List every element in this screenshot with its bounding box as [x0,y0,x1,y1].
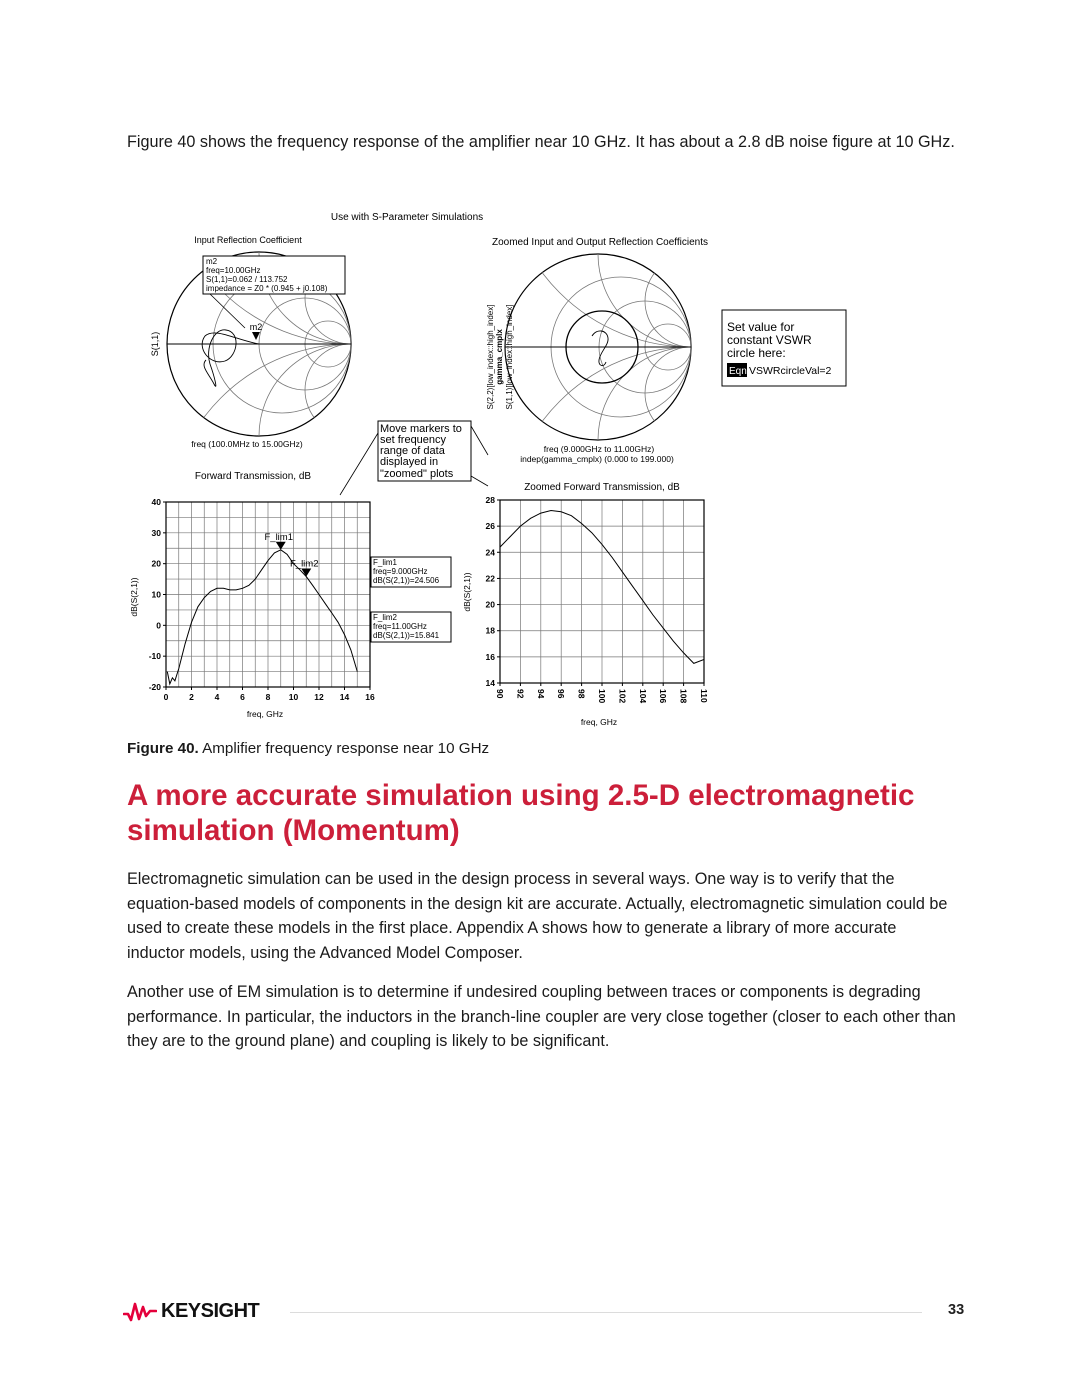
svg-text:range of data: range of data [380,445,445,457]
x-tick-label: 14 [339,692,350,702]
svg-text:Move markers to: Move markers to [380,423,462,435]
smith-right-ylabel-2: gamma_cmplx [495,329,504,385]
keysight-wave-icon [123,1300,157,1322]
smith-chart-left [167,0,535,712]
svg-text:VSWRcircleVal=2: VSWRcircleVal=2 [749,365,832,377]
body-paragraph-2: Another use of EM simulation is to determine if undesired coupling between traces or components is degrading performance. In particular, the inductors in the branch-line coupler are very close together (closer to each other than they are to the ground plane) and coupling is likely to be significant. [127,983,956,1050]
svg-text:freq=10.00GHz: freq=10.00GHz [206,266,261,275]
svg-text:m2: m2 [206,257,218,266]
svg-text:Eqn: Eqn [729,366,747,377]
marker-label: F_lim1 [264,531,294,543]
figure-caption [127,740,489,757]
intro-paragraph: Figure 40 shows the frequency response of the amplifier near 10 GHz. It has about a 2.8 dB noise figure at 10 GHz. [127,133,955,151]
x-tick-label: 102 [617,689,628,704]
marker-lim2-readout [371,612,451,642]
svg-text:set frequency: set frequency [380,434,447,446]
y-tick-label: 28 [485,495,495,505]
y-tick-label: 22 [485,573,495,584]
y-tick-label: 40 [151,497,161,507]
svg-text:F_lim1: F_lim1 [373,558,398,567]
figure-caption-text: Amplifier frequency response near 10 GHz [198,740,490,757]
chart1-title: Forward Transmission, dB [194,471,312,482]
y-tick-label: 20 [485,599,495,610]
svg-text:Set value for: Set value for [727,320,795,334]
x-tick-label: 16 [365,692,375,702]
series-line [167,550,357,684]
smith-left-title: Input Reflection Coefficient [194,235,302,245]
svg-text:dB(S(2,1))=15.841: dB(S(2,1))=15.841 [373,631,440,640]
y-tick-label: 14 [485,678,495,688]
keysight-wordmark: KEYSIGHT [161,1299,260,1322]
y-tick-label: -10 [148,651,161,662]
x-tick-label: 4 [214,692,220,702]
svg-text:constant VSWR: constant VSWR [727,333,812,347]
footer-divider [290,1312,922,1313]
x-tick-label: 104 [637,689,648,704]
smith-right-freq-range: freq (9.000GHz to 11.00GHz) [543,444,655,454]
x-tick-label: 100 [597,689,607,704]
figure-caption-label: Figure 40. [127,740,199,757]
chart-forward-transmission [149,497,375,702]
section-heading: A more accurate simulation using 2.5-D electromagnetic simulation (Momentum) [127,779,915,847]
chart-grid [166,502,370,687]
svg-text:impedance = Z0 * (0.945 + j0.1: impedance = Z0 * (0.945 + j0.108) [206,284,328,293]
y-tick-label: 18 [485,625,495,636]
x-tick-label: 0 [163,692,169,702]
x-tick-label: 98 [576,689,587,699]
vswr-note [722,310,846,386]
smith-right-ylabel-1: S(2,2)[low_index::high_index] [486,304,495,410]
smith-right-indep-range: indep(gamma_cmplx) (0.000 to 199.000) [520,454,674,464]
y-tick-label: 10 [151,589,161,600]
svg-text:dB(S(2,1))=24.506: dB(S(2,1))=24.506 [373,576,440,585]
smith-left-freq-range: freq (100.0MHz to 15.00GHz) [191,439,303,449]
y-tick-label: 30 [151,527,161,538]
figure-top-title: Use with S-Parameter Simulations [330,212,484,223]
y-tick-label: -20 [148,682,161,692]
svg-text:"zoomed" plots: "zoomed" plots [380,468,454,480]
body-paragraph-1: Electromagnetic simulation can be used in the design process in several ways. One way is to verify that the equation-based models of components in the design kit are accurate. Actually, electromagnetic simulation could be used to create these models in the first place. Appendix A shows how to generate a library of more accurate inductor models, using the Advanced Model Composer. [127,870,948,962]
smith-right-title: Zoomed Input and Output Reflection Coefficients [491,237,709,248]
x-tick-label: 108 [678,689,689,704]
chart1-xlabel: freq, GHz [246,709,284,719]
x-tick-label: 96 [556,689,567,699]
marker-label: F_lim2 [289,558,319,570]
svg-text:freq=9.000GHz: freq=9.000GHz [373,567,428,576]
marker-lim1-readout [371,557,451,587]
svg-text:S(1,1)=0.062 / 113.752: S(1,1)=0.062 / 113.752 [206,275,288,284]
smith-right-ylabel-3: S(1,1)[low_index::high_index] [505,304,514,410]
chart-zoomed-forward-transmission [486,495,709,703]
x-tick-label: 10 [288,692,299,702]
y-tick-label: 26 [485,521,495,532]
svg-text:F_lim2: F_lim2 [373,613,398,622]
x-tick-label: 106 [658,689,669,704]
smith-left-readout [203,256,345,328]
keysight-logo [123,1298,259,1324]
smith-left-ylabel: S(1,1) [150,331,160,357]
smith-left-marker-label: m2 [249,322,263,332]
y-tick-label: 24 [485,547,495,558]
chart2-ylabel: dB(S(2,1)) [462,572,472,612]
svg-text:freq=11.00GHz: freq=11.00GHz [373,622,427,631]
svg-text:displayed in: displayed in [380,456,439,468]
x-tick-label: 2 [189,692,194,702]
svg-text:circle here:: circle here: [727,346,786,360]
x-tick-label: 110 [699,689,709,703]
x-tick-label: 94 [535,689,546,699]
chart1-ylabel: dB(S(2,1)) [129,577,139,617]
page-number: 33 [948,1302,965,1318]
x-tick-label: 6 [240,692,245,702]
y-tick-label: 20 [151,558,161,569]
move-markers-note [340,421,488,495]
chart-grid [500,500,704,683]
chart2-title: Zoomed Forward Transmission, dB [524,482,680,493]
x-tick-label: 90 [495,689,505,699]
chart2-xlabel: freq, GHz [580,717,618,727]
x-tick-label: 92 [515,689,526,699]
x-tick-label: 8 [265,692,271,702]
x-tick-label: 12 [314,692,324,702]
y-tick-label: 16 [485,651,495,662]
y-tick-label: 0 [156,620,161,631]
